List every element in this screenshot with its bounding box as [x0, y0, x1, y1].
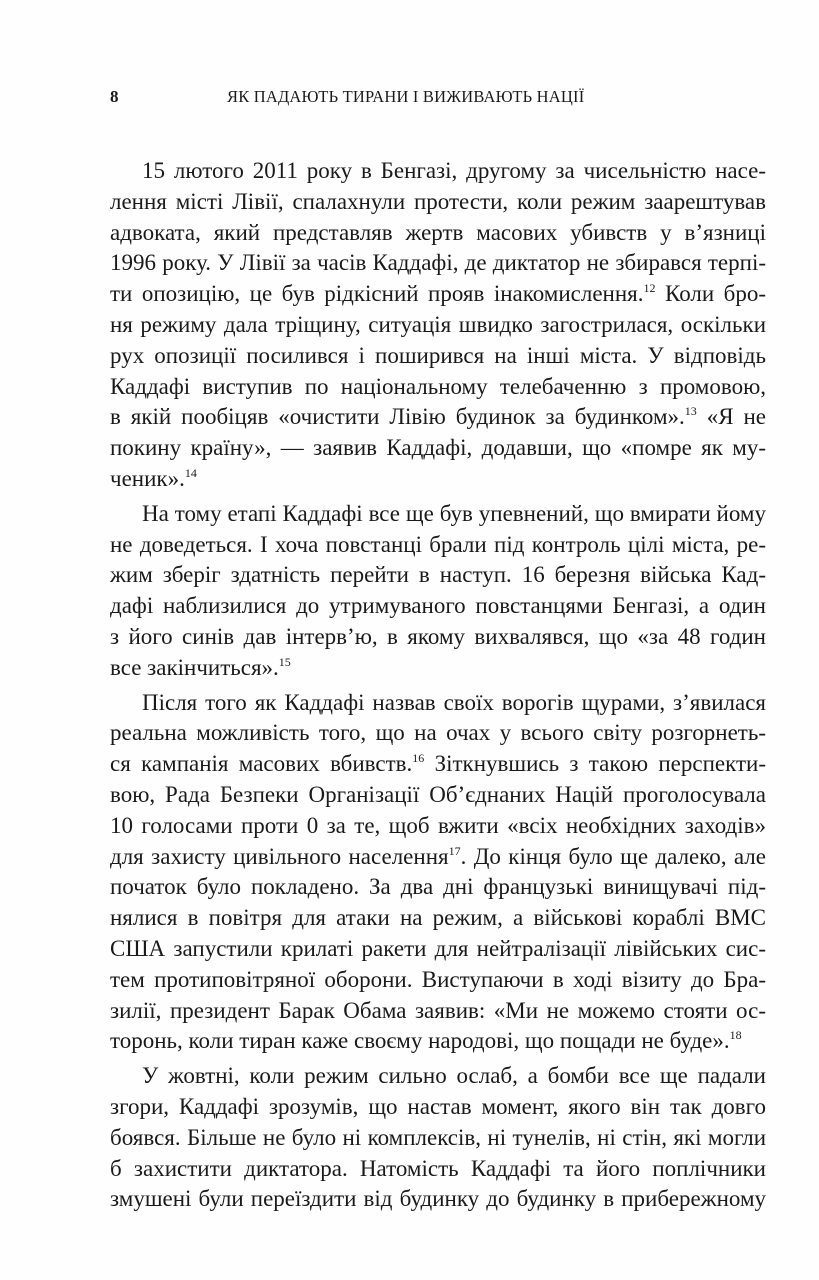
footnote-ref: 16	[412, 751, 425, 766]
running-header	[110, 84, 766, 110]
text-segment: в якій пообіцяв «очистити Лівію будинок за будинком».	[110, 404, 685, 430]
text-line: 10 голосами проти 0 за те, щоб вжити «всіх необхідних заходів»	[110, 812, 766, 838]
footnote-ref: 13	[684, 404, 697, 419]
text-segment: ти опозицію, це був рідкісний прояв інакомислення.	[110, 281, 644, 307]
footnote-ref: 17	[448, 843, 461, 858]
text-line: згори, Каддафі зрозумів, що настав момент, якого він так довго	[110, 1093, 766, 1119]
text-segment: «Я не	[706, 404, 767, 430]
running-title: ЯК ПАДАЮТЬ ТИРАНИ І ВИЖИВАЮТЬ НАЦІЇ	[227, 87, 585, 106]
text-segment: Зіткнувшись з такою перспекти-	[434, 751, 766, 777]
text-line: На тому етапі Каддафі все ще був упевнений, що вмирати йому	[142, 500, 766, 526]
text-line: тем протиповітряної оборони. Виступаючи в ході візиту до Бра-	[110, 966, 766, 992]
paragraph-1	[110, 156, 766, 495]
text-line: У жовтні, коли режим сильно ослаб, а бомби все ще падали	[142, 1063, 766, 1089]
footnote-ref: 12	[643, 281, 656, 296]
text-line: США запустили крилаті ракети для нейтралізації лівійських сис-	[110, 935, 766, 961]
text-line: Після того як Каддафі назвав своїх ворогів щурами, з’явилася	[142, 689, 766, 715]
text-line	[110, 653, 766, 684]
text-line: з його синів дав інтерв’ю, в якому вихвалявся, що «за 48 годин	[110, 623, 766, 649]
text-line: реальна можливість того, що на очах у всього світу розгорнеть-	[110, 720, 766, 746]
text-line: адвоката, який представляв жертв масових убивств у в’язниці	[110, 219, 766, 245]
text-line: не доведеться. І хоча повстанці брали під контроль цілі міста, ре-	[110, 531, 766, 557]
text-line: боявся. Більше не було ні комплексів, ні тунелів, ні стін, які могли	[110, 1124, 766, 1150]
text-line	[110, 279, 766, 310]
text-segment: ченик».	[110, 465, 185, 491]
text-line: б захистити диктатора. Натомість Каддафі та його поплічники	[110, 1155, 766, 1181]
text-segment: ся кампанія масових вбивств.	[110, 751, 413, 777]
footnote-ref: 15	[278, 654, 291, 669]
text-line	[110, 842, 766, 873]
text-line: дафі наблизилися до утримуваного повстанцями Бенгазі, а один	[110, 593, 766, 619]
text-line: 1996 року. У Лівії за часів Каддафі, де диктатор не збирався терпі-	[110, 250, 766, 276]
text-line: Каддафі виступив по національному телебаченню з промовою,	[110, 373, 766, 399]
text-line: вою, Рада Безпеки Організації Об’єднаних Націй проголосувала	[110, 781, 766, 807]
text-segment: все закінчиться».	[110, 654, 279, 680]
body-text	[110, 156, 766, 1215]
text-segment: Коли бро-	[665, 281, 767, 307]
footnote-ref: 14	[184, 465, 197, 480]
text-line: покину країну», — заявив Каддафі, додавши, що «помре як му-	[110, 435, 766, 461]
text-line	[110, 464, 766, 495]
paragraph-4	[110, 1061, 766, 1215]
text-line: лення місті Лівії, спалахнули протести, коли режим заарештував	[110, 188, 766, 214]
text-line: 15 лютого 2011 року в Бенгазі, другому за чисельністю насе-	[142, 158, 766, 183]
text-line	[110, 749, 766, 780]
text-line	[110, 402, 766, 433]
text-segment: . До кінця було ще далеко, але	[460, 843, 766, 869]
paragraph-2	[110, 499, 766, 684]
text-line: початок було покладено. За два дні французькі винищувачі під-	[110, 874, 766, 900]
text-segment: торонь, коли тиран каже своєму народові, що пощади не буде».	[110, 1028, 730, 1054]
text-line: змушені були переїздити від будинку до будинку в прибережному	[110, 1186, 766, 1212]
text-segment: для захисту цивільного населення	[110, 843, 449, 869]
page-number: 8	[110, 87, 119, 106]
text-line: жим зберіг здатність перейти в наступ. 16 березня війська Кад-	[110, 562, 766, 588]
text-line: рух опозиції посилився і поширився на інші міста. У відповідь	[110, 342, 766, 368]
footnote-ref: 18	[729, 1028, 742, 1043]
text-line	[110, 1026, 766, 1057]
text-line: нялися в повітря для атаки на режим, а військові кораблі ВМС	[110, 905, 766, 931]
text-line: зилії, президент Барак Обама заявив: «Ми не можемо стояти ос-	[110, 997, 766, 1023]
text-line: ня режиму дала тріщину, ситуація швидко загострилася, оскільки	[110, 311, 766, 337]
paragraph-3	[110, 688, 766, 1058]
